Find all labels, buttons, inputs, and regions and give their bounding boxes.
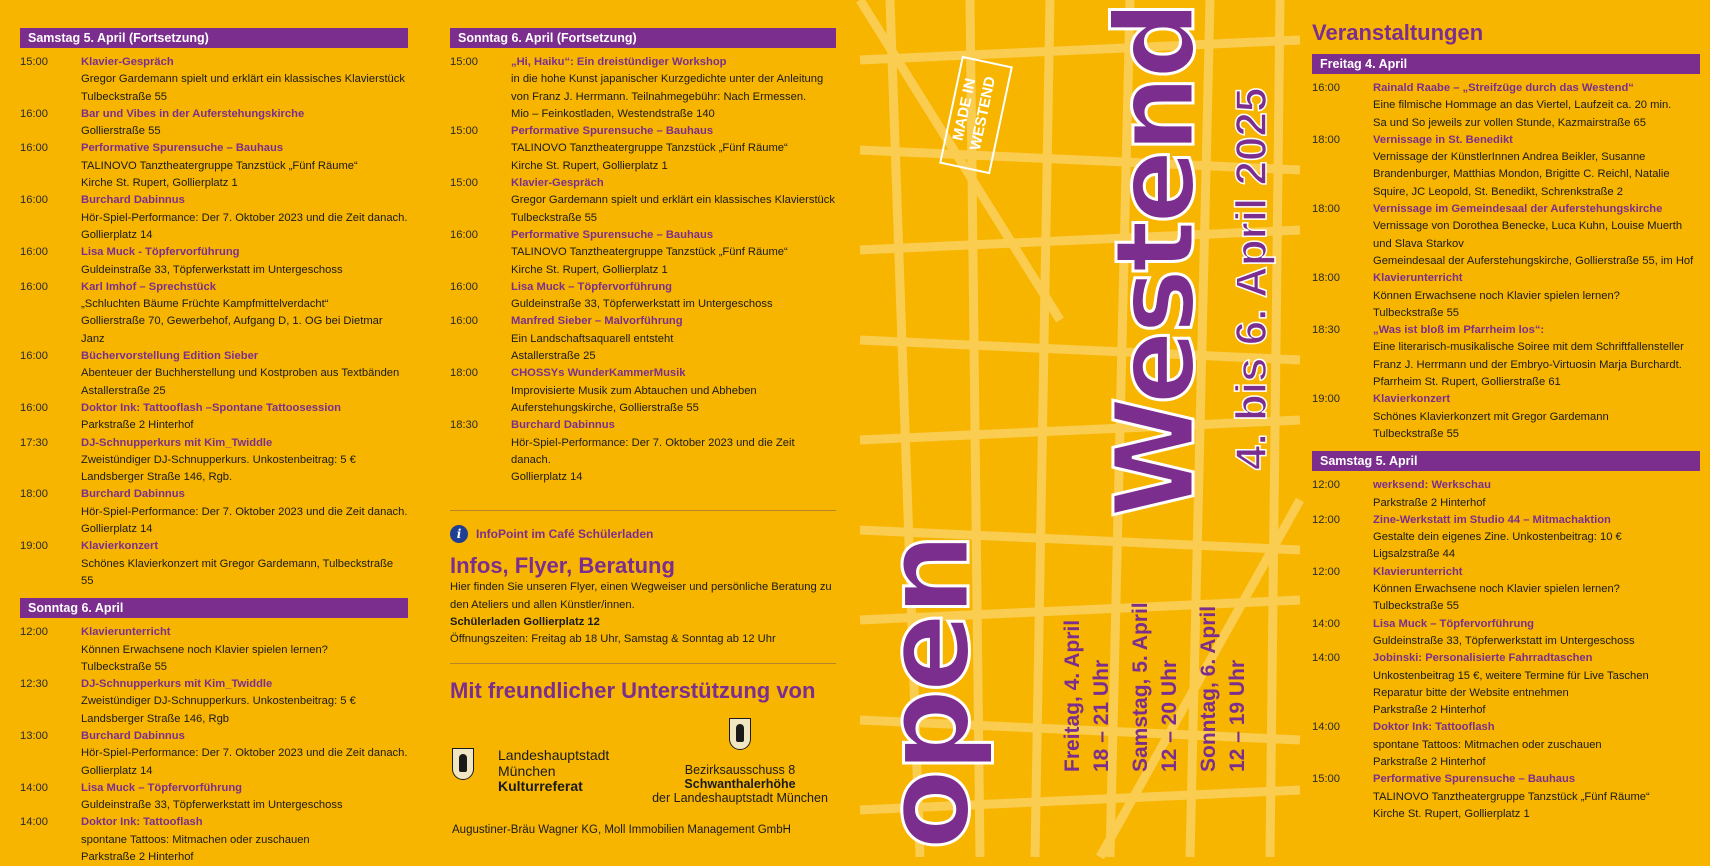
event-time: 15:00 [1312,773,1340,786]
event-detail: Mio – Feinkostladen, Westendstraße 140 [511,107,715,120]
event-detail: und Slava Starkov [1373,237,1464,250]
event-time: 18:00 [20,488,48,501]
schedule-hours: 12 – 20 Uhr [1158,659,1181,772]
event-detail: Hör-Spiel-Performance: Der 7. Oktober 2023 und die Zeit danach. [81,211,408,224]
event-detail: Parkstraße 2 Hinterhof [1373,755,1486,768]
logo-bezirksausschuss [640,718,840,805]
schedule-day: Samstag, 5. April [1129,602,1152,772]
day-header: Freitag 4. April [1312,54,1700,74]
event-item [1312,564,1700,616]
event-detail: Pfarrheim St. Rupert, Gollierstraße 61 [1373,376,1561,389]
event-title: Klavierunterricht [1373,565,1463,578]
day-header: Sonntag 6. April (Fortsetzung) [450,28,836,48]
event-time: 14:00 [1312,617,1340,630]
event-detail: Schönes Klavierkonzert mit Gregor Gardemann [1373,410,1609,423]
divider [450,510,836,511]
event-title: Büchervorstellung Edition Sieber [81,350,259,363]
event-detail: Eine literarisch-musikalische Soiree mit dem Schriftfallensteller [1373,341,1684,354]
event-title: Lisa Muck – Töpfervorführung [81,781,242,794]
event-title: Doktor Ink: Tattooflash –Spontane Tattoosession [81,401,342,414]
event-detail: Gollierstraße 70, Gewerbehof, Aufgang D, 1. OG bei Dietmar Janz [81,315,383,345]
event-detail: Hör-Spiel-Performance: Der 7. Oktober 2023 und die Zeit danach. [81,505,408,518]
event-detail: TALINOVO Tanztheatergruppe Tanzstück „Fünf Räume“ [1373,790,1650,803]
event-detail: Kirche St. Rupert, Gollierplatz 1 [511,159,668,172]
event-detail: Guldeinstraße 33, Töpferwerkstatt im Untergeschoss [81,799,343,812]
event-detail: Abenteuer der Buchherstellung und Kostproben aus Textbänden [81,367,400,380]
event-title: werksend: Werkschau [1373,479,1491,492]
event-detail: spontane Tattoos: Mitmachen oder zuschauen [1373,738,1602,751]
event-detail: Squire, JC Leopold, St. Benedikt, Schrenkstraße 2 [1373,185,1623,198]
event-detail: Guldeinstraße 33, Töpferwerkstatt im Untergeschoss [511,298,773,311]
event-detail: Vernissage von Dorothea Benecke, Luca Kuhn, Louise Muerth [1373,220,1683,233]
event-time: 12:00 [1312,513,1340,526]
event-detail: Gollierplatz 14 [81,228,153,241]
event-item [1312,719,1700,771]
event-item [450,175,836,227]
event-item [450,123,836,175]
info-icon: i [450,525,468,543]
event-detail: Auferstehungskirche, Gollierstraße 55 [511,401,699,414]
event-time: 19:00 [20,540,48,553]
schedule-friday [1062,620,1112,772]
event-title: Performative Spurensuche – Bauhaus [81,142,284,155]
event-title: Burchard Dabinnus [511,419,615,432]
event-detail: Gollierplatz 14 [511,471,583,484]
event-time: 18:00 [450,367,478,380]
event-detail: Ligsalzstraße 44 [1373,548,1456,561]
event-item [20,814,408,866]
event-detail: Brandenburger, Matthias Mondon, Brigitte C. Reichl, Natalie [1373,168,1670,181]
event-item [450,365,836,417]
event-item [20,435,408,487]
schedule-hours: 12 – 19 Uhr [1226,659,1249,772]
event-detail: von Franz J. Herrmann. Teilnahmegebühr: Nach Ermessen. [511,90,807,103]
event-detail: Sa und So jeweils zur vollen Stunde, Kazmairstraße 65 [1373,116,1646,129]
event-detail: Kirche St. Rupert, Gollierplatz 1 [1373,807,1530,820]
event-detail: Schönes Klavierkonzert mit Gregor Gardemann, Tulbeckstraße 55 [81,557,394,587]
program-column-2-days [450,28,836,486]
event-title: Bar und Vibes in der Auferstehungskirche [81,107,305,120]
event-title: Klavierkonzert [81,540,159,553]
event-detail: TALINOVO Tanztheatergruppe Tanzstück „Fünf Räume“ [511,246,788,259]
event-time: 16:00 [20,107,48,120]
sponsors-line: Augustiner-Bräu Wagner KG, Moll Immobilien Management GmbH [452,824,791,836]
logo2-line2: Schwanthalerhöhe [684,777,796,791]
event-title: Rainald Raabe – „Streifzüge durch das Westend“ [1373,82,1634,94]
event-title: Burchard Dabinnus [81,729,185,742]
event-item [20,400,408,435]
event-item [450,279,836,314]
event-detail: Franz J. Herrmann und der Embryo-Virtuosin Marja Burchardt. [1373,358,1682,371]
event-detail: Landsberger Straße 146, Rgb. [81,471,233,484]
program-column-1 [20,0,408,866]
infos-title: Infos, Flyer, Beratung [450,553,675,579]
event-detail: Parkstraße 2 Hinterhof [81,419,194,432]
event-detail: Zweistündiger DJ-Schnupperkurs. Unkostenbeitrag: 5 € [81,695,356,708]
event-time: 16:00 [1312,82,1340,94]
event-title: Doktor Ink: Tattooflash [1373,721,1495,734]
event-time: 17:30 [20,436,48,449]
event-item [20,348,408,400]
event-detail: Gollierplatz 14 [81,523,153,536]
schedule-day: Sonntag, 6. April [1197,605,1220,772]
event-item [1312,201,1700,270]
event-time: 18:00 [1312,203,1340,216]
event-item [1312,80,1700,132]
event-time: 14:00 [20,781,48,794]
event-detail: Guldeinstraße 33, Töpferwerkstatt im Untergeschoss [81,263,343,276]
event-detail: TALINOVO Tanztheatergruppe Tanzstück „Fünf Räume“ [511,142,788,155]
event-title: Klavierunterricht [81,626,171,639]
event-detail: Können Erwachsene noch Klavier spielen lernen? [1373,289,1620,302]
info-hours: Öffnungszeiten: Freitag ab 18 Uhr, Samstag & Sonntag ab 12 Uhr [450,633,776,646]
event-time: 18:00 [1312,133,1340,146]
event-detail: Astallerstraße 25 [81,384,166,397]
event-title: Doktor Ink: Tattooflash [81,816,203,829]
event-detail: Tulbeckstraße 55 [81,90,168,103]
logo2-line3: der Landeshauptstadt München [652,791,828,805]
event-time: 16:00 [20,401,48,414]
event-title: Lisa Muck – Töpfervorführung [1373,617,1534,630]
infopoint-label: InfoPoint im Café Schülerladen [476,527,654,542]
event-item [1312,616,1700,651]
event-detail: Zweistündiger DJ-Schnupperkurs. Unkostenbeitrag: 5 € [81,453,356,466]
event-title: Lisa Muck - Töpfervorführung [81,246,240,259]
event-time: 15:00 [450,125,478,138]
day-header: Sonntag 6. April [20,598,408,618]
event-detail: Gollierplatz 14 [81,764,153,777]
event-time: 15:00 [450,177,478,190]
event-title: Klavierunterricht [1373,272,1463,285]
event-detail: „Schluchten Bäume Früchte Kampfmittelverdacht“ [81,298,329,311]
event-item [1312,477,1700,512]
event-time: 18:30 [1312,324,1340,337]
event-item [1312,270,1700,322]
event-detail: Können Erwachsene noch Klavier spielen lernen? [81,643,328,656]
event-time: 16:00 [20,280,48,293]
event-title: Klavier-Gespräch [511,177,604,190]
event-title: Performative Spurensuche – Bauhaus [511,228,714,241]
event-time: 15:00 [450,56,478,68]
event-item [450,417,836,486]
info-place: Schülerladen Gollierplatz 12 [450,616,600,629]
badge-text: MADE IN WESTEND [949,74,1000,152]
program-column-4 [1312,0,1700,823]
event-item [20,624,408,676]
event-title: DJ-Schnupperkurs mit Kim_Twiddle [81,678,273,691]
day-header: Samstag 5. April (Fortsetzung) [20,28,408,48]
event-detail: in die hohe Kunst japanischer Kurzgedichte unter der Anleitung [511,73,824,86]
event-detail: Landsberger Straße 146, Rgb [81,712,230,725]
event-title: Vernissage in St. Benedikt [1373,133,1513,146]
event-item [20,676,408,728]
event-time: 16:00 [20,350,48,363]
event-title: Klavier-Gespräch [81,56,174,68]
event-item [1312,322,1700,391]
event-title: CHOSSYs WunderKammerMusik [511,367,686,380]
westend-wordmark: Westend [1091,4,1219,518]
event-detail: Reparatur bitte der Website entnehmen [1373,686,1569,699]
event-item [1312,771,1700,823]
event-title: Manfred Sieber – Malvorführung [511,315,683,328]
logo1-line2: München [498,762,556,779]
event-detail: Hör-Spiel-Performance: Der 7. Oktober 2023 und die Zeit danach. [81,747,408,760]
event-item [20,244,408,279]
festival-dates: 4. bis 6. April 2025 [1227,87,1276,470]
support-title: Mit freundlicher Unterstützung von [450,677,816,703]
event-title: Burchard Dabinnus [81,488,185,501]
open-wordmark: open [858,536,996,850]
event-time: 16:00 [450,315,478,328]
divider [450,663,836,664]
event-title: Lisa Muck – Töpfervorführung [511,280,672,293]
infopoint-heading [450,525,836,543]
event-item [1312,391,1700,443]
event-title: Vernissage im Gemeindesaal der Auferstehungskirche [1373,203,1663,216]
event-title: „Was ist bloß im Pfarrheim los“: [1373,324,1545,337]
event-item [20,140,408,192]
event-time: 12:30 [20,678,48,691]
event-detail: Tulbeckstraße 55 [81,660,168,673]
event-detail: Vernissage der KünstlerInnen Andrea Beikler, Susanne [1373,151,1646,164]
event-time: 16:00 [20,246,48,259]
logo1-line1: Landeshauptstadt [498,747,610,763]
event-time: 15:00 [20,56,48,68]
event-time: 16:00 [450,228,478,241]
event-detail: Können Erwachsene noch Klavier spielen lernen? [1373,583,1620,596]
program-column-2 [450,0,836,704]
event-title: „Hi, Haiku“: Ein dreistündiger Workshop [511,56,727,68]
event-time: 16:00 [20,194,48,207]
event-title: Performative Spurensuche – Bauhaus [1373,773,1576,786]
event-time: 14:00 [1312,652,1340,665]
event-detail: Parkstraße 2 Hinterhof [1373,704,1486,717]
event-title: Jobinski: Personalisierte Fahrradtaschen [1373,652,1593,665]
event-title: Zine-Werkstatt im Studio 44 – Mitmachaktion [1373,513,1611,526]
event-time: 12:00 [1312,565,1340,578]
event-detail: Parkstraße 2 Hinterhof [1373,496,1486,509]
event-item [20,106,408,141]
event-detail: Gregor Gardemann spielt und erklärt ein klassisches Klavierstück [511,194,835,207]
event-detail: Guldeinstraße 33, Töpferwerkstatt im Untergeschoss [1373,634,1635,647]
event-time: 14:00 [1312,721,1340,734]
event-detail: Parkstraße 2 Hinterhof [81,851,194,864]
event-time: 14:00 [20,816,48,829]
event-detail: Ein Landschaftsaquarell entsteht [511,332,674,345]
events-title: Veranstaltungen [1312,20,1484,45]
event-item [20,728,408,780]
event-detail: Kirche St. Rupert, Gollierplatz 1 [81,177,238,190]
event-detail: Tulbeckstraße 55 [1373,306,1460,319]
event-detail: Tulbeckstraße 55 [1373,427,1460,440]
schedule-day: Freitag, 4. April [1061,619,1084,772]
event-time: 12:00 [1312,479,1340,492]
event-time: 18:00 [1312,272,1340,285]
event-detail: spontane Tattoos: Mitmachen oder zuschauen [81,833,310,846]
event-detail: Gollierstraße 55 [81,125,161,138]
event-detail: Eine filmische Hommage an das Viertel, Laufzeit ca. 20 min. [1373,99,1672,112]
event-detail: Gemeindesaal der Auferstehungskirche, Gollierstraße 55, im Hof [1373,254,1694,267]
schedule-sunday [1198,606,1248,772]
event-item [450,227,836,279]
event-item [450,313,836,365]
event-time: 13:00 [20,729,48,742]
event-item [20,538,408,590]
logo2-line1: Bezirksausschuss 8 [684,763,796,777]
day-header: Samstag 5. April [1312,451,1700,471]
event-title: DJ-Schnupperkurs mit Kim_Twiddle [81,436,273,449]
munich-crest-icon [729,718,751,750]
event-detail: Improvisierte Musik zum Abtauchen und Abheben [511,384,757,397]
schedule-saturday [1130,602,1180,772]
event-detail: Tulbeckstraße 55 [1373,600,1460,613]
event-item [20,780,408,815]
info-text-2: den Ateliers und allen Künstler/innen. [450,598,635,611]
event-detail: Gregor Gardemann spielt und erklärt ein klassisches Klavierstück [81,73,405,86]
event-item [20,486,408,538]
event-item [1312,132,1700,201]
event-detail: Hör-Spiel-Performance: Der 7. Oktober 2023 und die Zeit danach. [511,436,795,466]
info-text-1: Hier finden Sie unseren Flyer, einen Wegweiser und persönliche Beratung zu [450,581,832,594]
event-detail: Astallerstraße 25 [511,350,596,363]
event-time: 16:00 [450,280,478,293]
event-title: Burchard Dabinnus [81,194,185,207]
event-item [20,192,408,244]
event-item [20,279,408,348]
event-time: 18:30 [450,419,478,432]
event-title: Performative Spurensuche – Bauhaus [511,125,714,138]
event-item [1312,650,1700,719]
event-detail: Tulbeckstraße 55 [511,211,598,224]
event-detail: Gestalte dein eigenes Zine. Unkostenbeitrag: 10 € [1373,531,1622,544]
event-time: 19:00 [1312,393,1340,406]
event-title: Klavierkonzert [1373,393,1451,406]
event-item [450,54,836,123]
logo-kulturreferat [452,748,609,795]
event-detail: Kirche St. Rupert, Gollierplatz 1 [511,263,668,276]
event-item [1312,512,1700,564]
program-column-4-days [1312,54,1700,823]
logo1-line3: Kulturreferat [498,778,583,794]
event-item [20,54,408,106]
event-time: 12:00 [20,626,48,639]
schedule-hours: 18 – 21 Uhr [1090,659,1113,772]
event-time: 16:00 [20,142,48,155]
munich-crest-icon [452,748,474,780]
event-detail: TALINOVO Tanztheatergruppe Tanzstück „Fünf Räume“ [81,159,358,172]
event-detail: Unkostenbeitrag 15 €, weitere Termine für Live Taschen [1373,669,1649,682]
event-title: Karl Imhof – Sprechstück [81,280,216,293]
